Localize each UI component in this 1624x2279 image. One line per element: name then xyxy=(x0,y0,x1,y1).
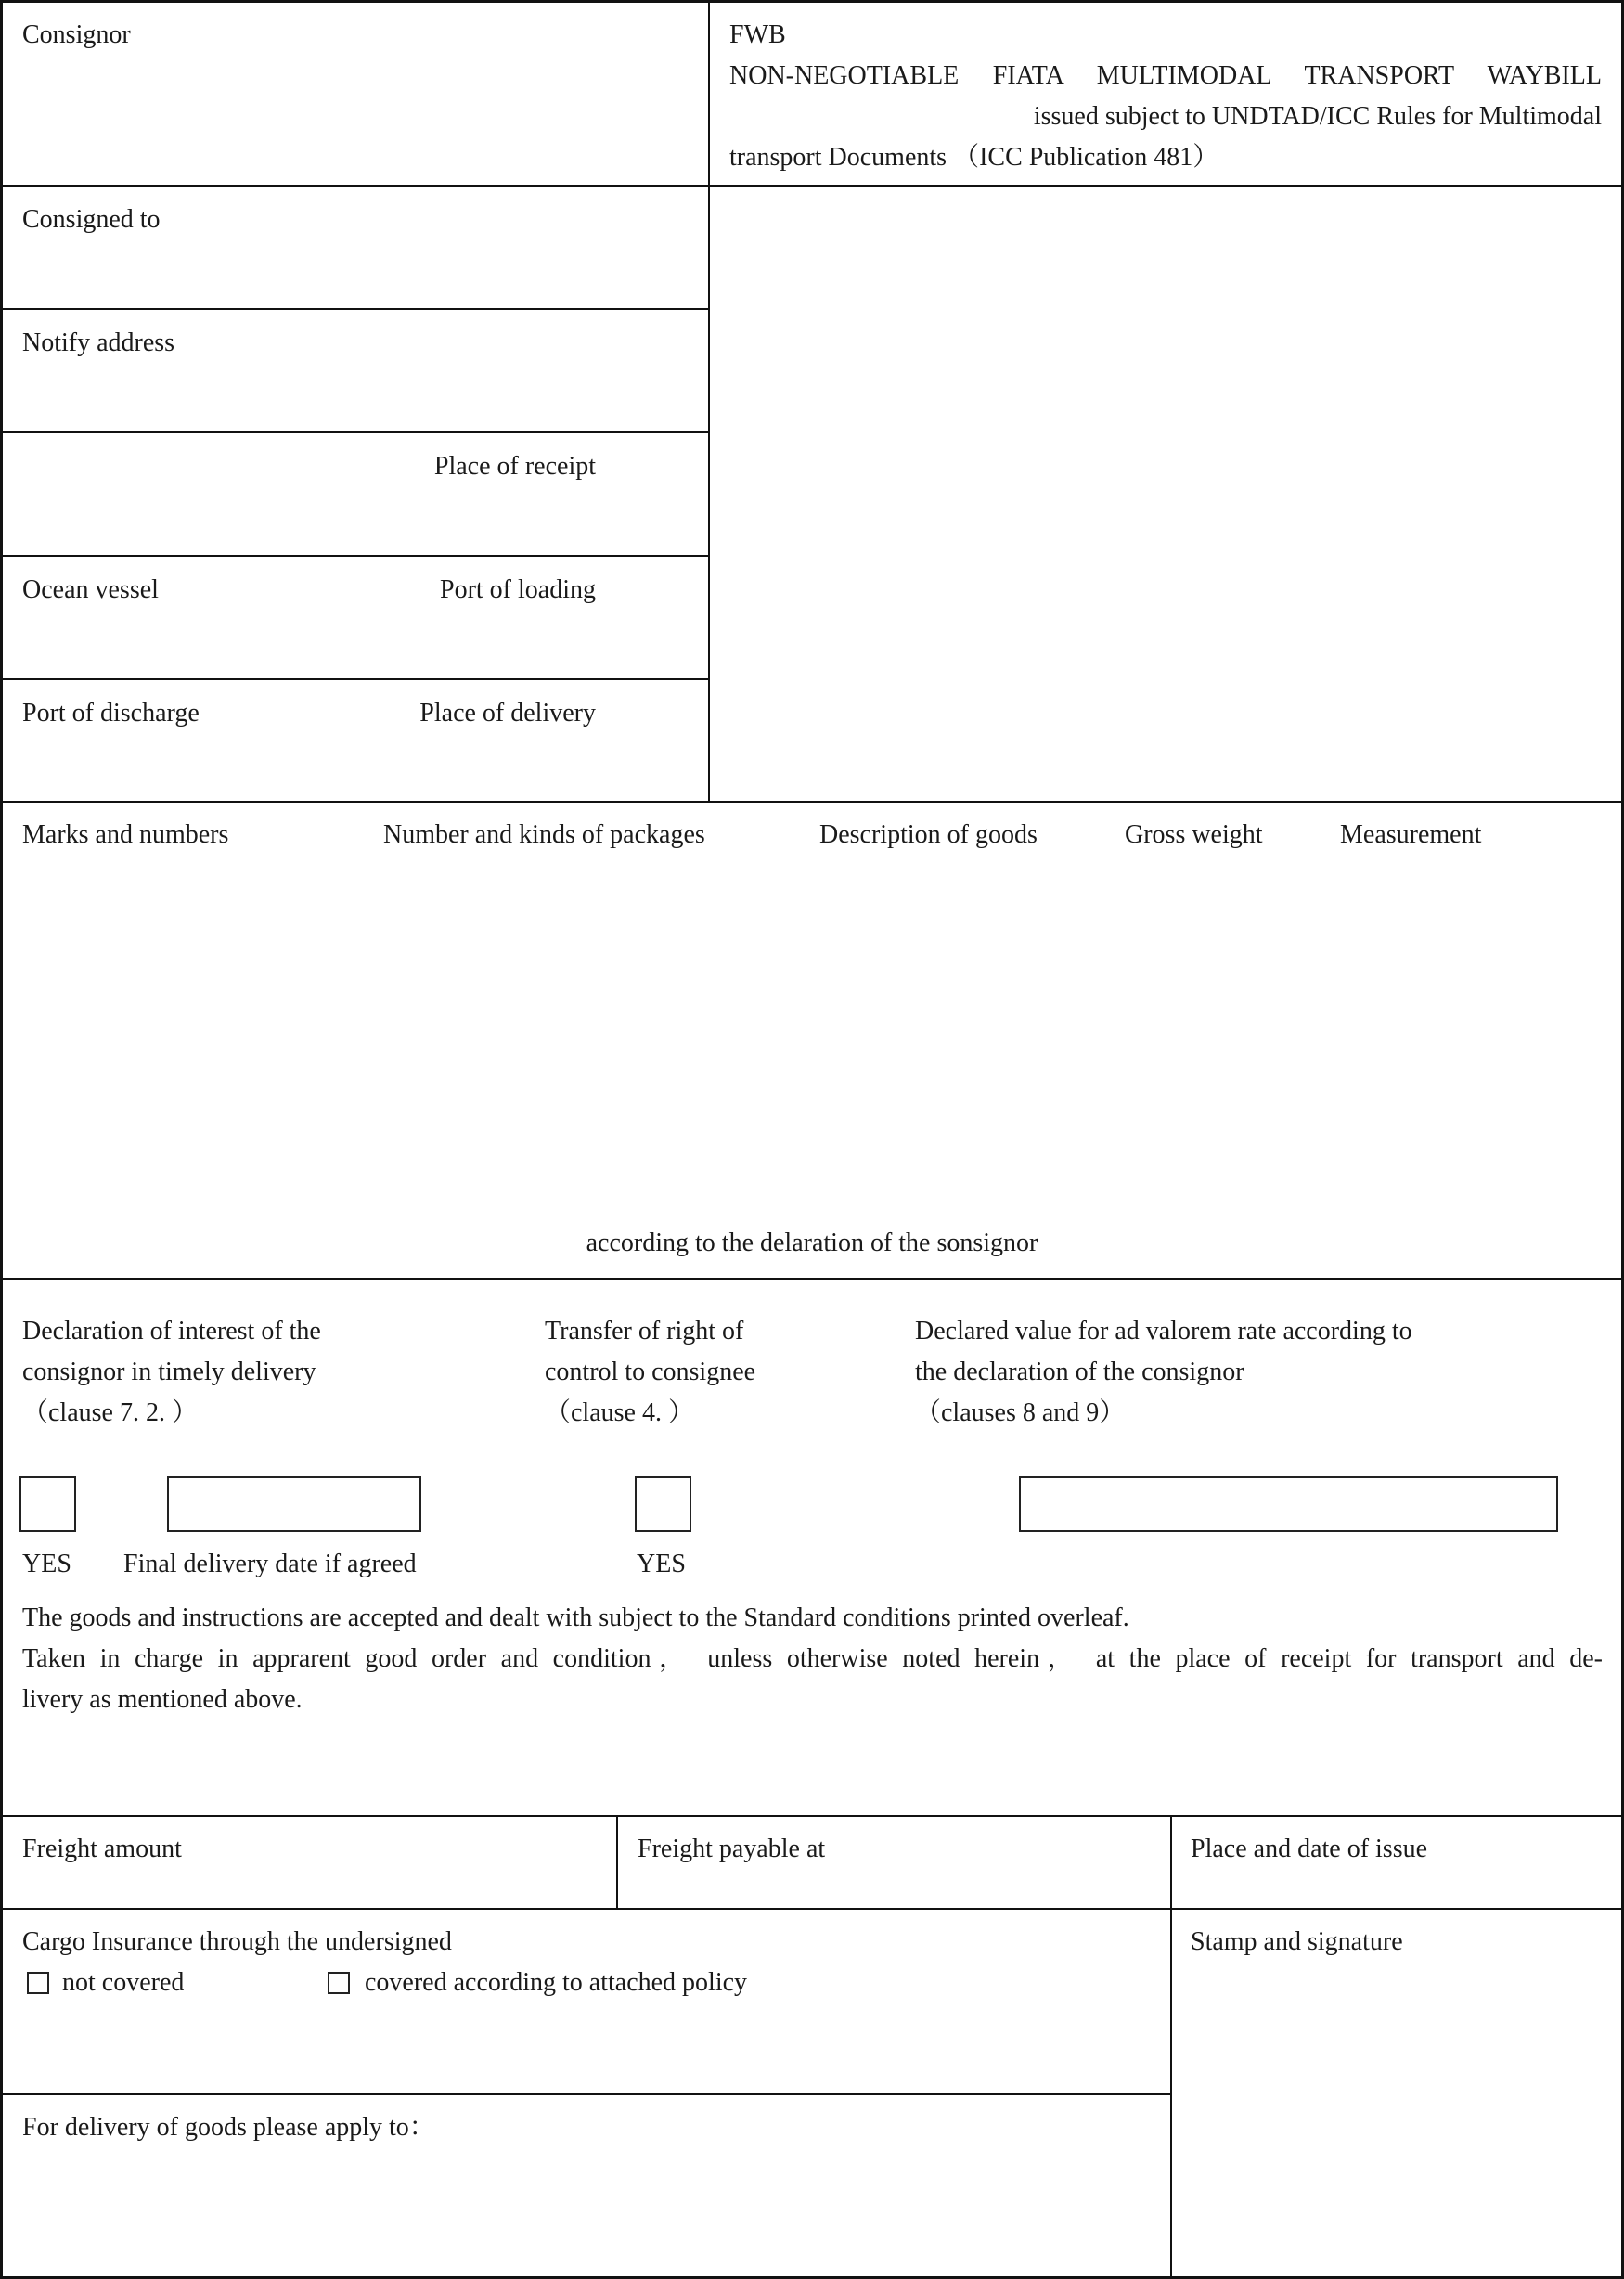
stamp-signature-label: Stamp and signature xyxy=(1191,1927,1403,1956)
divider-freight-end xyxy=(0,1908,1624,1910)
divider-vertical-freight-1 xyxy=(616,1815,618,1909)
final-delivery-date-field[interactable] xyxy=(167,1476,421,1532)
transfer-line-1: Transfer of right of xyxy=(545,1317,744,1346)
divider-parties-end xyxy=(0,801,1624,803)
cargo-insurance-label: Cargo Insurance through the undersigned xyxy=(22,1927,452,1956)
issued-subject-line: issued subject to UNDTAD/ICC Rules for Multimodal xyxy=(1033,102,1602,131)
terms-line-1: The goods and instructions are accepted and dealt with subject to the Standard conditions printed overleaf. xyxy=(22,1603,1129,1632)
ocean-vessel-label: Ocean vessel xyxy=(22,575,159,604)
divider-vertical-freight-2 xyxy=(1170,1815,1172,2279)
declared-value-field[interactable] xyxy=(1019,1476,1558,1532)
divider-goods-end xyxy=(0,1278,1624,1280)
final-delivery-date-label: Final delivery date if agreed xyxy=(123,1550,417,1578)
covered-label: covered according to attached policy xyxy=(365,1968,748,1997)
transfer-line-3: （clause 4. ） xyxy=(545,1398,694,1427)
not-covered-label: not covered xyxy=(62,1968,185,1997)
divider-header xyxy=(0,185,1624,187)
divider-declarations-end xyxy=(0,1815,1624,1817)
transfer-control-yes-checkbox[interactable] xyxy=(635,1476,691,1532)
divider-receipt xyxy=(0,555,709,557)
document-code: FWB xyxy=(729,20,786,49)
timely-delivery-yes-checkbox[interactable] xyxy=(19,1476,76,1532)
yes-label-2: YES xyxy=(637,1550,686,1578)
declared-value-line-3: （clauses 8 and 9） xyxy=(915,1398,1126,1427)
column-gross-weight: Gross weight xyxy=(1125,820,1263,849)
column-marks-numbers: Marks and numbers xyxy=(22,820,229,849)
divider-vessel xyxy=(0,678,709,680)
icc-publication-line: transport Documents （ICC Publication 481） xyxy=(729,143,1219,172)
interest-line-3: （clause 7. 2. ） xyxy=(22,1398,198,1427)
goods-footer-note: according to the delaration of the sonsignor xyxy=(586,1229,1038,1257)
interest-line-2: consignor in timely delivery xyxy=(22,1358,316,1386)
yes-label-1: YES xyxy=(22,1550,71,1578)
port-of-loading-label: Port of loading xyxy=(440,575,596,604)
port-of-discharge-label: Port of discharge xyxy=(22,699,200,727)
consignor-label: Consignor xyxy=(22,20,131,49)
not-covered-checkbox[interactable] xyxy=(27,1972,49,1994)
divider-insurance-end xyxy=(0,2093,1171,2095)
place-of-receipt-label: Place of receipt xyxy=(433,452,596,481)
divider-consigned xyxy=(0,308,709,310)
terms-line-2: Taken in charge in apprarent good order and condition， unless otherwise noted herein， at the place of receipt for transport and de- xyxy=(22,1644,1603,1673)
place-of-delivery-label: Place of delivery xyxy=(419,699,596,727)
column-packages: Number and kinds of packages xyxy=(383,820,705,849)
declared-value-line-2: the declaration of the consignor xyxy=(915,1358,1244,1386)
place-date-issue-label: Place and date of issue xyxy=(1191,1835,1428,1863)
terms-line-3: livery as mentioned above. xyxy=(22,1685,303,1714)
document-title: NON-NEGOTIABLE FIATA MULTIMODAL TRANSPORT WAYBILL xyxy=(729,61,1602,90)
divider-vertical-top xyxy=(708,0,710,802)
declared-value-line-1: Declared value for ad valorem rate according to xyxy=(915,1317,1412,1346)
freight-amount-label: Freight amount xyxy=(22,1835,182,1863)
consigned-to-label: Consigned to xyxy=(22,205,161,234)
column-measurement: Measurement xyxy=(1340,820,1482,849)
transfer-line-2: control to consignee xyxy=(545,1358,756,1386)
interest-line-1: Declaration of interest of the xyxy=(22,1317,321,1346)
divider-notify xyxy=(0,431,709,433)
delivery-apply-label: For delivery of goods please apply to： xyxy=(22,2113,435,2142)
freight-payable-at-label: Freight payable at xyxy=(638,1835,826,1863)
notify-address-label: Notify address xyxy=(22,328,175,357)
covered-checkbox[interactable] xyxy=(328,1972,350,1994)
column-description: Description of goods xyxy=(819,820,1038,849)
